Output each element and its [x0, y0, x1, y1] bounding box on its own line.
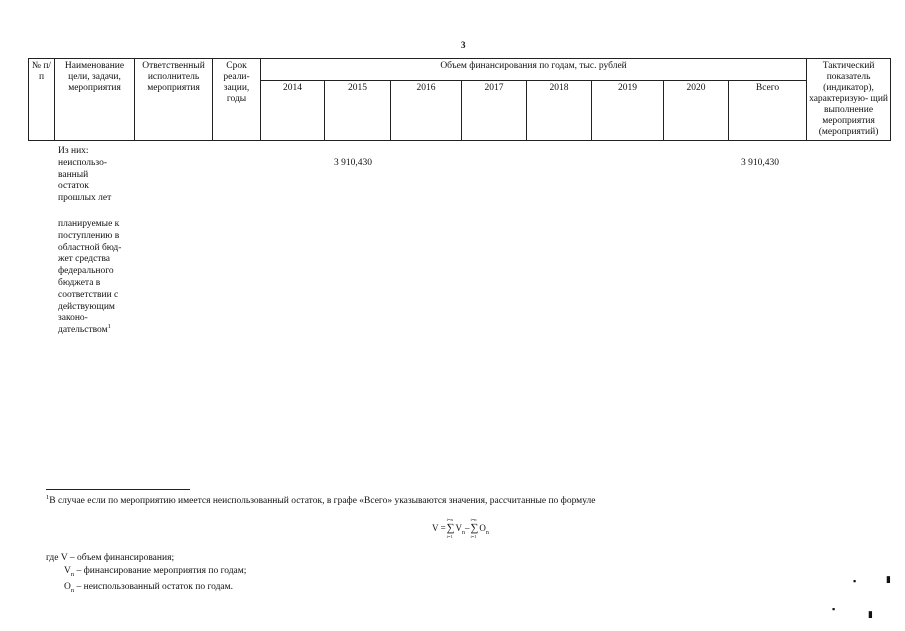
footnote-divider [46, 489, 190, 490]
legend [46, 552, 246, 597]
header-num: № п/п [29, 59, 55, 141]
formula-sub: n [462, 529, 466, 536]
legend-text: – финансирование мероприятия по годам; [74, 566, 247, 576]
planned-line: действующим [58, 301, 115, 312]
formula-minus: – [465, 523, 470, 533]
formula-sub: n [485, 529, 489, 536]
footnote-mark: 1 [46, 493, 50, 501]
legend-symbol: O [64, 581, 71, 592]
footnote-ref: 1 [107, 323, 111, 330]
header-funding: Объем финансирования по годам, тыс. рублей [261, 59, 807, 81]
sum-upper: i=n [470, 517, 477, 522]
planned-line: бюджета в [58, 277, 101, 288]
year-2014: 2014 [261, 81, 325, 141]
scan-speck: ▮ [868, 609, 873, 619]
planned-federal-label [58, 219, 136, 337]
page-number: 3 [461, 40, 466, 50]
legend-sub: n [70, 586, 75, 594]
unused-line: ванный [58, 169, 89, 180]
sum-symbol: ∑ i=n i=1 [446, 517, 455, 539]
of-which-label: Из них: [58, 146, 89, 156]
planned-line: жет средства [58, 254, 111, 265]
scan-speck: ▪ [853, 576, 857, 586]
header-executor: Ответственный исполнитель мероприятия [135, 59, 213, 141]
planned-line [58, 325, 136, 337]
unused-line: неиспользо- [58, 157, 107, 168]
footnote [46, 493, 596, 506]
legend-intro: где V – объем финансирования; [46, 553, 175, 563]
planned-line: планируемые к [58, 218, 120, 229]
unused-total-value: 3 910,430 [741, 158, 779, 168]
year-2015: 2015 [325, 81, 391, 141]
legend-text: – неиспользованный остаток по годам. [74, 581, 234, 592]
formula-term: O [479, 523, 486, 533]
formula-eq: = [440, 523, 446, 533]
sum-upper: i=n [446, 517, 453, 522]
sum-lower: i=1 [470, 534, 477, 539]
scan-speck: ▪ [832, 604, 836, 614]
header-indicator: Тактический показатель (индикатор), характеризую- щий выполнение мероприятия (мероприятий) [807, 59, 891, 141]
year-2018: 2018 [527, 81, 592, 141]
formula [432, 517, 489, 539]
unused-line: прошлых лет [58, 193, 112, 204]
year-2017: 2017 [462, 81, 527, 141]
planned-line: областной бюд- [58, 242, 122, 253]
legend-on [46, 581, 246, 597]
footnote-text: В случае если по мероприятию имеется неиспользованный остаток, в графе «Всего» указываются значения, рассчитанные по формуле [49, 496, 596, 506]
planned-line: федерального [58, 266, 114, 277]
unused-remainder-label [58, 158, 136, 205]
year-2019: 2019 [592, 81, 664, 141]
scan-speck: ▮ [886, 574, 891, 584]
budget-table [28, 58, 891, 141]
year-2016: 2016 [391, 81, 462, 141]
year-2020: 2020 [664, 81, 729, 141]
legend-sub: n [70, 570, 75, 578]
legend-vn [46, 565, 246, 581]
planned-line: законо- [58, 313, 88, 324]
header-period: Срок реали- зации, годы [213, 59, 261, 141]
sum-lower: i=1 [446, 534, 453, 539]
formula-term: V [455, 523, 463, 533]
legend-symbol: V [64, 566, 71, 576]
header-name: Наименование цели, задачи, мероприятия [55, 59, 135, 141]
year-total: Всего [729, 81, 807, 141]
planned-line: поступлению в [58, 230, 120, 241]
planned-last-word: дательством [58, 325, 108, 336]
unused-line: остаток [58, 181, 89, 192]
sum-symbol: ∑ i=n i=1 [470, 517, 479, 539]
formula-lhs: V [432, 523, 439, 533]
unused-2015-value: 3 910,430 [334, 158, 372, 168]
row-labels [58, 146, 136, 337]
planned-line: соответствии с [58, 289, 119, 300]
